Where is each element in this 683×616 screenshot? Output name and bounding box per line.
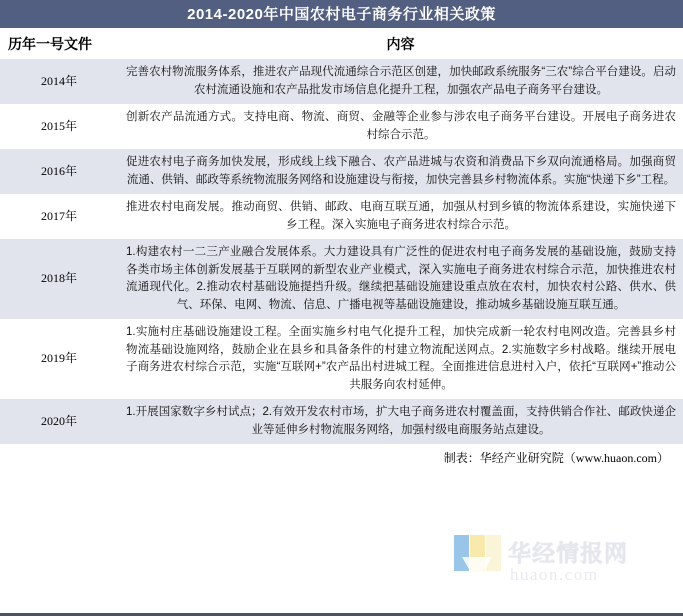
cell-content: 创新农产品流通方式。支持电商、物流、商贸、金融等企业参与涉农电子商务平台建设。开展电子商务进农村综合示范。 <box>118 104 683 149</box>
cell-year: 2019年 <box>0 319 118 399</box>
table-header <box>0 28 683 59</box>
figure-title-bar <box>0 0 683 28</box>
huaon-logo-icon <box>454 535 500 583</box>
table-row <box>0 399 683 444</box>
cell-content: 1.构建农村一二三产业融合发展体系。大力建设具有广泛性的促进农村电子商务发展的基础设施，鼓励支持各类市场主体创新发展基于互联网的新型农业产业模式，深入实施电子商务进农村综合示范，加快推进农村流通现代化。2.推动农村基础设施提挡升级。继续把基础设施建设重点放在农村，加快农村公路、供水、供气、环保、电网、物流、信息、广播电视等基础设施建设，推动城乡基础设施互联互通。 <box>118 239 683 319</box>
cell-year: 2015年 <box>0 104 118 149</box>
table-row <box>0 194 683 239</box>
cell-content: 1.开展国家数字乡村试点；2.有效开发农村市场，扩大电子商务进农村覆盖面，支持供销合作社、邮政快递企业等延伸乡村物流服务网络，加强村级电商服务站点建设。 <box>118 399 683 444</box>
table-row <box>0 319 683 399</box>
cell-content: 促进农村电子商务加快发展，形成线上线下融合、农产品进城与农资和消费品下乡双向流通格局。加强商贸流通、供销、邮政等系统物流服务网络和设施建设与衔接，加快完善县乡村物流体系。实施“快递下乡”工程。 <box>118 149 683 194</box>
cell-year: 2014年 <box>0 59 118 104</box>
watermark <box>454 533 669 595</box>
table-row <box>0 239 683 319</box>
table-row <box>0 59 683 104</box>
cell-content: 1.实施村庄基础设施建设工程。全面实施乡村电气化提升工程，加快完成新一轮农村电网改造。完善县乡村物流基础设施网络，鼓励企业在县乡和具备条件的村建立物流配送网点。2.实施数字乡村战略。继续开展电子商务进农村综合示范，实施“互联网+”农产品出村进城工程。全面推进信息进村入户，依托“互联网+”推动公共服务向农村延伸。 <box>118 319 683 399</box>
table-body <box>0 59 683 444</box>
cell-content: 推进农村电商发展。推动商贸、供销、邮政、电商互联互通，加强从村到乡镇的物流体系建设，实施快递下乡工程。深入实施电子商务进农村综合示范。 <box>118 194 683 239</box>
figure-footer <box>0 444 683 471</box>
cell-year: 2018年 <box>0 239 118 319</box>
cell-year: 2017年 <box>0 194 118 239</box>
policy-table <box>0 28 683 444</box>
table-row <box>0 149 683 194</box>
column-header-content: 内容 <box>118 28 683 59</box>
cell-year: 2020年 <box>0 399 118 444</box>
column-header-year: 历年一号文件 <box>0 28 118 59</box>
watermark-name: 华经情报网 <box>508 540 628 566</box>
watermark-domain: huaon.com <box>510 565 599 584</box>
table-row <box>0 104 683 149</box>
cell-year: 2016年 <box>0 149 118 194</box>
table-header-row <box>0 28 683 59</box>
page-title: 2014-2020年中国农村电子商务行业相关政策 <box>187 5 496 23</box>
cell-content: 完善农村物流服务体系，推进农产品现代流通综合示范区创建，加快邮政系统服务“三农”综合平台建设。启动农村流通设施和农产品批发市场信息化提升工程，加强农产品电子商务平台建设。 <box>118 59 683 104</box>
source-credit: 制表：华经产业研究院（www.huaon.com） <box>443 451 669 465</box>
